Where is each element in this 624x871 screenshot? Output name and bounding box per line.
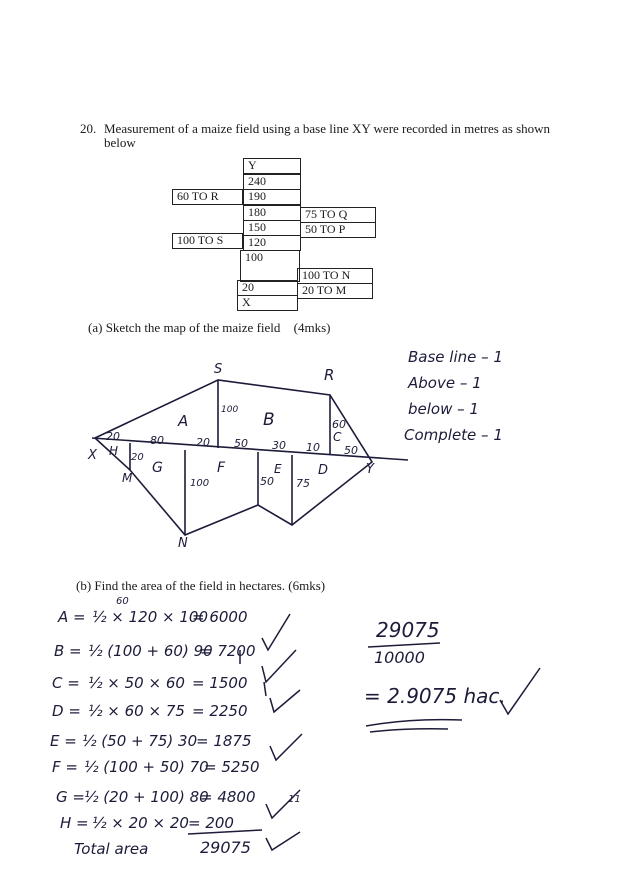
region-g: G [152,460,163,476]
field-book-bottom-label: X [237,295,298,311]
offset-label: 60 [332,418,346,431]
total-rule [188,830,262,834]
question-number: 20. [80,121,97,136]
field-book-top-label: Y [243,158,301,174]
area-result: = 1875 [196,732,252,750]
overwrite-note: 60 [116,596,129,607]
area-expr: ½ × 50 × 60 [88,674,185,692]
area-result: = 200 [188,814,234,832]
conversion-numerator: 29075 [376,618,440,642]
left-offset-r: 60 TO R [172,189,243,205]
area-lhs: C = [52,674,80,692]
chainage-240: 240 [243,174,301,190]
segment-label: 20 [196,436,210,449]
point-s: S [214,362,223,377]
part-b-label: (b) [76,578,92,593]
offset-label: 50 [260,475,274,488]
area-result: = 4800 [200,788,256,806]
right-offset-p: 50 TO P [300,222,376,238]
right-offset-q: 75 TO Q [300,207,376,223]
point-y: Y [366,462,374,477]
part-b-text: Find the area of the field in hectares. [94,578,286,593]
point-n: N [178,536,188,551]
area-expr: ½ (20 + 100) 80 [84,788,209,806]
offset-label: 20 [131,452,144,463]
tick-icon [270,734,302,760]
offset-label: 100 [190,478,210,489]
area-lhs: E = [50,732,77,750]
marking-scheme-line: Complete – 1 [404,426,503,444]
area-result: = 6000 [192,608,248,626]
segment-label: 30 [272,439,286,452]
chainage-150: 150 [243,220,301,236]
area-expr: ½ × 60 × 75 [88,702,185,720]
area-expr: ½ × 20 × 20 [92,814,189,832]
segment-label: 50 [344,444,358,457]
area-lhs: F = [52,758,78,776]
area-result: = 7200 [200,642,256,660]
chainage-100: 100 [240,250,300,282]
area-lhs: A = [58,608,86,626]
region-a: A [178,412,189,430]
segment-label: 10 [306,441,320,454]
region-b: B [263,410,275,430]
left-offset-s: 100 TO S [172,233,243,249]
tick-icon [266,832,300,850]
area-lhs: B = [54,642,82,660]
area-result: = 5250 [204,758,260,776]
region-f: F [217,460,226,476]
fraction-bar [368,643,440,647]
area-expr: ½ (50 + 75) 30 [82,732,198,750]
offset-label: 75 [296,477,310,490]
part-b-marks: (6mks) [288,578,326,593]
tick-icon [262,614,290,650]
point-r: R [324,366,335,384]
chainage-190: 190 [243,189,301,205]
segment-label: 80 [150,434,164,447]
area-lhs: D = [52,702,81,720]
part-a-text: Sketch the map of the maize field [105,320,281,335]
region-e: E [274,462,282,476]
underline-stroke [366,720,462,726]
point-m: M [122,471,133,485]
part-a-marks: (4mks) [293,320,331,335]
tick-stroke [264,682,266,696]
point-x: X [88,448,97,463]
area-expr: ½ (100 + 50) 70 [84,758,209,776]
area-lhs: H = [60,814,89,832]
tick-icon [266,790,300,818]
region-c: C [333,430,342,444]
conversion-denominator: 10000 [374,648,425,667]
point-h: H [109,444,119,458]
tick-icon [262,650,296,682]
region-d: D [318,463,329,478]
chainage-20: 20 [237,280,298,296]
segment-label: 50 [234,437,248,450]
marker-note: 11 [288,794,301,805]
marking-scheme-line: below – 1 [408,400,479,418]
underline-stroke [370,729,448,732]
right-offset-n: 100 TO N [297,268,373,284]
area-lhs: G = [56,788,85,806]
chainage-120: 120 [243,235,301,251]
offset-label: 100 [221,405,239,415]
question-text: Measurement of a maize field using a base line XY were recorded in metres as shown below [104,121,551,150]
area-expr: ½ × 120 × 100 [92,608,209,626]
area-result: = 2250 [192,702,248,720]
marking-scheme-line: Base line – 1 [408,348,503,366]
total-area-label: Total area [74,840,149,858]
area-result: = 1500 [192,674,248,692]
conversion-result: = 2.9075 hac. [364,684,506,708]
tick-icon [500,668,540,714]
right-offset-m: 20 TO M [297,283,373,299]
part-a-label: (a) [88,320,103,335]
total-area-value: 29075 [200,838,251,857]
area-expr: ½ (100 + 60) 90 [88,642,213,660]
tick-icon [270,690,300,712]
chainage-180: 180 [243,205,301,221]
marking-scheme-line: Above – 1 [408,374,482,392]
segment-label: 20 [106,430,120,443]
